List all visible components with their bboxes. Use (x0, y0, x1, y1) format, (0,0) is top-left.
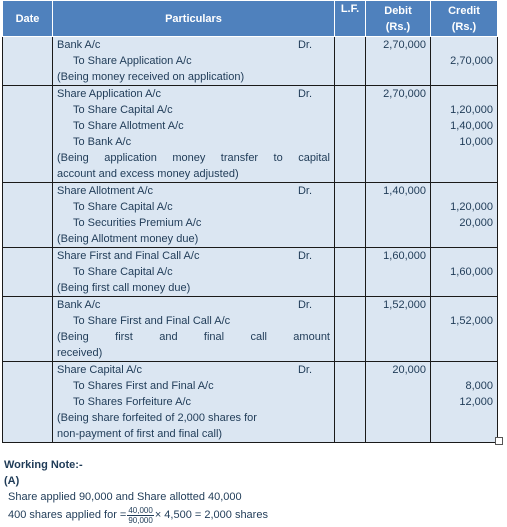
particulars-text: (Being application money transfer to capital (57, 152, 330, 164)
particulars-text: (Being first and final call amount (57, 331, 330, 343)
debit-account-line (53, 297, 334, 313)
entry-date-cell (3, 248, 53, 297)
credit-account-line (53, 378, 334, 394)
dr-marker: Dr. (297, 299, 312, 311)
particulars-text: Share Allotment A/c (57, 185, 153, 197)
particulars-text: received) (57, 347, 103, 359)
particulars-text: Bank A/c (57, 299, 101, 311)
credit-account-line (53, 118, 334, 134)
entry-credit-cell (431, 86, 498, 183)
debit-amount (366, 150, 430, 166)
particulars-text: (Being Allotment money due) (57, 233, 199, 245)
credit-amount (431, 248, 497, 264)
credit-amount (431, 410, 497, 426)
header-credit (431, 1, 498, 37)
particulars-text: non-payment of first and final call) (57, 428, 223, 440)
entry-lf-cell (335, 362, 366, 443)
debit-amount (366, 378, 430, 394)
debit-amount (366, 394, 430, 410)
narration-line (53, 231, 334, 247)
header-credit-line1: Credit (448, 4, 480, 17)
credit-account-line (53, 102, 334, 118)
entry-credit-cell (431, 183, 498, 248)
entry-date-cell (3, 183, 53, 248)
debit-account-line (53, 86, 334, 102)
debit-account-line (53, 362, 334, 378)
credit-amount (431, 86, 497, 102)
debit-amount (366, 199, 430, 215)
entry-lf-cell (335, 86, 366, 183)
debit-account-line (53, 248, 334, 264)
journal-entry-row (3, 297, 498, 362)
credit-amount (431, 150, 497, 166)
particulars-text: To Shares Forfeiture A/c (73, 396, 191, 408)
particulars-text: To Share Allotment A/c (73, 120, 184, 132)
credit-account-line (53, 215, 334, 231)
header-date: Date (3, 1, 53, 37)
narration-line (53, 69, 334, 85)
resize-handle[interactable] (495, 437, 503, 445)
entry-particulars-cell (53, 362, 335, 443)
entry-debit-cell (366, 248, 431, 297)
debit-amount (366, 118, 430, 134)
fraction-numerator: 40,000 (128, 505, 153, 515)
entry-particulars-cell (53, 248, 335, 297)
working-note-line1: Share applied 90,000 and Share allotted 40,000 (8, 491, 242, 503)
dr-marker: Dr. (297, 364, 312, 376)
working-note-line2 (4, 505, 268, 525)
journal-entry-row (3, 37, 498, 86)
credit-amount (431, 362, 497, 378)
credit-amount: 10,000 (459, 136, 493, 148)
entry-date-cell (3, 362, 53, 443)
particulars-text: Bank A/c (57, 39, 101, 51)
header-debit-line1: Debit (384, 4, 412, 17)
debit-account-line (53, 183, 334, 199)
credit-account-line (53, 134, 334, 150)
narration-line (53, 150, 334, 166)
journal-entry-row (3, 86, 498, 183)
entry-debit-cell (366, 297, 431, 362)
header-debit (366, 1, 431, 37)
entry-particulars-cell (53, 86, 335, 183)
particulars-text: (Being first call money due) (57, 282, 191, 294)
narration-line (53, 426, 334, 442)
debit-amount (366, 231, 430, 247)
credit-amount (431, 345, 497, 361)
working-note-label: (A) (4, 475, 20, 487)
entry-particulars-cell (53, 37, 335, 86)
header-row (3, 1, 498, 37)
header-lf: L.F. (335, 1, 366, 37)
credit-account-line (53, 313, 334, 329)
debit-amount (366, 345, 430, 361)
entry-lf-cell (335, 297, 366, 362)
debit-amount (366, 134, 430, 150)
credit-amount (431, 297, 497, 313)
entry-lf-cell (335, 248, 366, 297)
credit-amount (431, 329, 497, 345)
particulars-text: account and excess money adjusted) (57, 168, 239, 180)
journal-entry-row (3, 362, 498, 443)
credit-amount: 1,60,000 (450, 266, 493, 278)
debit-amount (366, 166, 430, 182)
particulars-text: To Securities Premium A/c (73, 217, 202, 229)
debit-amount (366, 264, 430, 280)
debit-amount (366, 102, 430, 118)
credit-amount: 8,000 (465, 380, 493, 392)
debit-amount (366, 410, 430, 426)
entry-date-cell (3, 86, 53, 183)
credit-amount: 1,20,000 (450, 201, 493, 213)
narration-line (53, 410, 334, 426)
credit-account-line (53, 53, 334, 69)
entry-debit-cell (366, 86, 431, 183)
working-note-line2-suffix: × 4,500 = 2,000 shares (154, 509, 268, 521)
entry-debit-cell (366, 362, 431, 443)
particulars-text: (Being share forfeited of 2,000 shares for (57, 412, 257, 424)
working-note-fraction (127, 506, 153, 525)
journal-body (3, 37, 498, 443)
entry-lf-cell (335, 37, 366, 86)
credit-amount: 1,40,000 (450, 120, 493, 132)
narration-line (53, 329, 334, 345)
credit-amount: 20,000 (459, 217, 493, 229)
debit-amount (366, 329, 430, 345)
particulars-text: Share First and Final Call A/c (57, 250, 200, 262)
particulars-text: To Share Capital A/c (73, 266, 173, 278)
entry-debit-cell (366, 183, 431, 248)
dr-marker: Dr. (297, 250, 312, 262)
narration-line (53, 166, 334, 182)
credit-amount (431, 166, 497, 182)
entry-date-cell (3, 37, 53, 86)
particulars-text: (Being money received on application) (57, 71, 245, 83)
working-note-line2-prefix: 400 shares applied for = (8, 509, 127, 521)
entry-date-cell (3, 297, 53, 362)
credit-amount (431, 280, 497, 296)
fraction-denominator: 90,000 (128, 515, 153, 525)
particulars-text: To Share First and Final Call A/c (73, 315, 231, 327)
journal-entry-row (3, 248, 498, 297)
credit-account-line (53, 199, 334, 215)
entry-particulars-cell (53, 183, 335, 248)
header-debit-line2: (Rs.) (385, 20, 411, 33)
credit-amount: 1,52,000 (450, 315, 493, 327)
header-particulars: Particulars (53, 1, 335, 37)
entry-credit-cell (431, 297, 498, 362)
entry-particulars-cell (53, 297, 335, 362)
debit-amount: 2,70,000 (383, 39, 426, 51)
particulars-text: Share Application A/c (57, 88, 161, 100)
entry-credit-cell (431, 248, 498, 297)
debit-amount (366, 69, 430, 85)
particulars-text: To Share Capital A/c (73, 104, 173, 116)
particulars-text: To Share Application A/c (73, 55, 192, 67)
credit-amount (431, 183, 497, 199)
debit-account-line (53, 37, 334, 53)
credit-amount: 12,000 (459, 396, 493, 408)
credit-amount (431, 37, 497, 53)
debit-amount (366, 313, 430, 329)
debit-amount: 20,000 (392, 364, 426, 376)
entry-debit-cell (366, 37, 431, 86)
debit-amount (366, 280, 430, 296)
credit-amount: 2,70,000 (450, 55, 493, 67)
credit-amount (431, 69, 497, 85)
debit-amount: 1,40,000 (383, 185, 426, 197)
credit-amount (431, 231, 497, 247)
particulars-text: To Share Capital A/c (73, 201, 173, 213)
narration-line (53, 280, 334, 296)
credit-amount (431, 426, 497, 442)
debit-amount (366, 426, 430, 442)
narration-line (53, 345, 334, 361)
entry-lf-cell (335, 183, 366, 248)
dr-marker: Dr. (297, 39, 312, 51)
debit-amount (366, 53, 430, 69)
particulars-text: Share Capital A/c (57, 364, 142, 376)
journal-entry-row (3, 183, 498, 248)
entry-credit-cell (431, 362, 498, 443)
working-note (4, 457, 268, 525)
entry-credit-cell (431, 37, 498, 86)
credit-account-line (53, 394, 334, 410)
debit-amount: 2,70,000 (383, 88, 426, 100)
credit-amount: 1,20,000 (450, 104, 493, 116)
dr-marker: Dr. (297, 88, 312, 100)
debit-amount: 1,60,000 (383, 250, 426, 262)
debit-amount (366, 215, 430, 231)
working-note-title: Working Note:- (4, 459, 83, 471)
header-credit-line2: (Rs.) (451, 20, 477, 33)
journal-table (2, 0, 498, 443)
particulars-text: To Shares First and Final A/c (73, 380, 214, 392)
credit-account-line (53, 264, 334, 280)
particulars-text: To Bank A/c (73, 136, 132, 148)
debit-amount: 1,52,000 (383, 299, 426, 311)
dr-marker: Dr. (297, 185, 312, 197)
